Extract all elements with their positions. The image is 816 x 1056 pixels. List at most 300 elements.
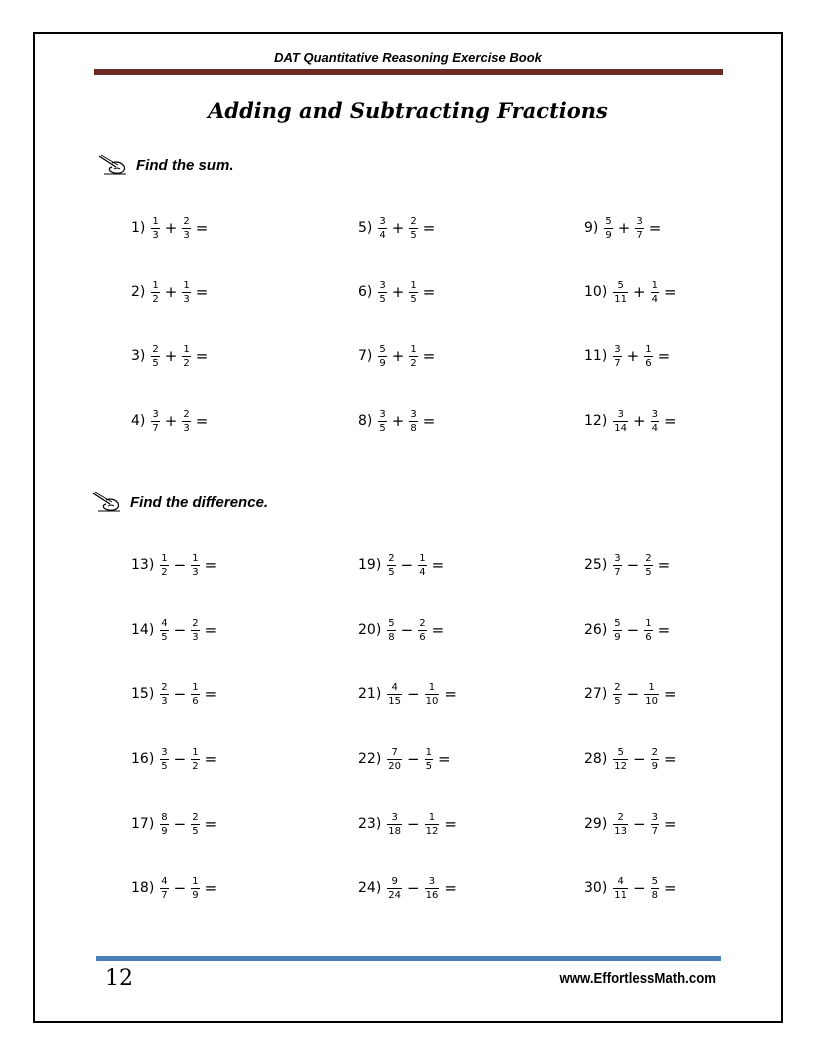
numerator: 3 xyxy=(428,875,436,887)
denominator: 2 xyxy=(183,357,190,369)
operator: − xyxy=(173,879,187,897)
equals-sign: = xyxy=(204,621,218,639)
pencil-hand-icon xyxy=(98,154,128,176)
numerator: 2 xyxy=(183,408,190,420)
denominator: 4 xyxy=(651,422,658,434)
fraction-bar xyxy=(387,630,395,631)
denominator: 6 xyxy=(645,357,652,369)
fraction xyxy=(604,216,612,241)
problem-number: 28) xyxy=(584,751,608,767)
numerator: 3 xyxy=(617,408,624,420)
fraction-bar xyxy=(151,421,159,422)
fraction xyxy=(151,216,159,241)
equals-sign: = xyxy=(422,412,436,430)
denominator: 5 xyxy=(379,422,386,434)
fraction-bar xyxy=(425,888,440,889)
fraction-bar xyxy=(387,565,395,566)
fraction xyxy=(182,409,190,434)
fraction-bar xyxy=(409,421,417,422)
fraction xyxy=(613,747,628,772)
fraction-bar xyxy=(160,630,168,631)
problem-number: 1) xyxy=(131,220,146,236)
denominator: 7 xyxy=(161,889,168,901)
numerator: 3 xyxy=(651,811,658,823)
problem-number: 3) xyxy=(131,348,146,364)
denominator: 7 xyxy=(614,357,621,369)
equals-sign: = xyxy=(663,815,677,833)
fraction xyxy=(644,553,652,578)
fraction xyxy=(151,409,159,434)
problem-item xyxy=(584,868,677,908)
equals-sign: = xyxy=(657,621,671,639)
operator: + xyxy=(164,412,178,430)
equals-sign: = xyxy=(195,347,209,365)
numerator: 3 xyxy=(636,215,643,227)
fraction xyxy=(160,682,168,707)
operator: − xyxy=(407,750,420,768)
denominator: 5 xyxy=(645,566,652,578)
equals-sign: = xyxy=(657,556,671,574)
operator: + xyxy=(164,219,178,237)
fraction-bar xyxy=(378,228,386,229)
numerator: 1 xyxy=(192,552,199,564)
fraction xyxy=(387,553,395,578)
fraction xyxy=(425,812,440,837)
problem-item xyxy=(358,739,451,779)
section-heading-text: Find the sum. xyxy=(136,156,234,174)
fraction xyxy=(613,344,621,369)
fraction-bar xyxy=(191,888,199,889)
numerator: 2 xyxy=(388,552,395,564)
denominator: 8 xyxy=(410,422,417,434)
website-url: www.EffortlessMath.com xyxy=(559,970,716,987)
problem-item xyxy=(131,336,208,376)
problem-item xyxy=(358,208,435,248)
operator: + xyxy=(391,412,405,430)
denominator: 2 xyxy=(192,760,199,772)
operator: − xyxy=(173,685,187,703)
problem-item xyxy=(584,804,677,844)
problem-item xyxy=(584,739,677,779)
operator: − xyxy=(173,556,187,574)
denominator: 7 xyxy=(636,229,643,241)
denominator: 12 xyxy=(425,825,439,837)
numerator: 5 xyxy=(651,875,658,887)
fraction-bar xyxy=(651,888,659,889)
problem-number: 24) xyxy=(358,880,382,896)
fraction-bar xyxy=(387,759,402,760)
operator: − xyxy=(633,879,646,897)
numerator: 1 xyxy=(410,343,417,355)
problem-number: 21) xyxy=(358,686,382,702)
fraction-bar xyxy=(651,824,659,825)
pencil-hand-icon xyxy=(92,491,122,513)
fraction xyxy=(160,812,168,837)
fraction xyxy=(409,409,417,434)
problem-item xyxy=(131,674,217,714)
numerator: 1 xyxy=(428,811,436,823)
operator: − xyxy=(407,685,420,703)
fraction-bar xyxy=(409,356,417,357)
problem-number: 30) xyxy=(584,880,608,896)
problem-number: 6) xyxy=(358,284,373,300)
problem-number: 27) xyxy=(584,686,608,702)
denominator: 9 xyxy=(651,760,658,772)
fraction xyxy=(613,618,621,643)
numerator: 2 xyxy=(651,746,658,758)
fraction xyxy=(191,618,199,643)
fraction-bar xyxy=(160,694,168,695)
problem-number: 16) xyxy=(131,751,155,767)
problem-number: 26) xyxy=(584,622,608,638)
fraction xyxy=(613,876,628,901)
fraction-bar xyxy=(151,292,159,293)
problem-item xyxy=(584,336,670,376)
footer-rule xyxy=(96,956,721,961)
operator: − xyxy=(400,556,414,574)
denominator: 9 xyxy=(161,825,168,837)
problem-number: 23) xyxy=(358,816,382,832)
numerator: 3 xyxy=(379,408,386,420)
numerator: 2 xyxy=(419,617,426,629)
numerator: 3 xyxy=(379,279,386,291)
problem-item xyxy=(131,545,217,585)
denominator: 5 xyxy=(152,357,159,369)
problem-item xyxy=(131,610,217,650)
operator: − xyxy=(173,815,187,833)
operator: − xyxy=(626,556,640,574)
fraction-bar xyxy=(160,888,168,889)
problem-item xyxy=(584,272,677,312)
fraction xyxy=(409,344,417,369)
fraction-bar xyxy=(613,630,621,631)
fraction-bar xyxy=(182,421,190,422)
denominator: 16 xyxy=(425,889,439,901)
fraction xyxy=(651,409,659,434)
denominator: 2 xyxy=(152,293,159,305)
denominator: 5 xyxy=(410,229,417,241)
fraction xyxy=(644,618,652,643)
numerator: 5 xyxy=(388,617,395,629)
problem-item xyxy=(358,804,457,844)
equals-sign: = xyxy=(663,283,677,301)
denominator: 20 xyxy=(388,760,402,772)
fraction-bar xyxy=(418,565,426,566)
section-heading-sum xyxy=(98,154,234,176)
numerator: 1 xyxy=(192,746,199,758)
fraction-bar xyxy=(182,356,190,357)
fraction xyxy=(387,682,402,707)
fraction-bar xyxy=(613,824,628,825)
fraction xyxy=(635,216,643,241)
problem-number: 2) xyxy=(131,284,146,300)
problem-item xyxy=(131,208,208,248)
denominator: 4 xyxy=(379,229,386,241)
numerator: 3 xyxy=(152,408,159,420)
problem-item xyxy=(131,739,217,779)
numerator: 3 xyxy=(614,552,621,564)
fraction-bar xyxy=(387,694,402,695)
numerator: 1 xyxy=(192,875,199,887)
page-title: Adding and Subtracting Fractions xyxy=(208,98,608,123)
numerator: 5 xyxy=(605,215,612,227)
denominator: 2 xyxy=(410,357,417,369)
problem-number: 5) xyxy=(358,220,373,236)
operator: + xyxy=(626,347,640,365)
equals-sign: = xyxy=(195,219,209,237)
fraction-bar xyxy=(613,565,621,566)
numerator: 5 xyxy=(614,617,621,629)
denominator: 11 xyxy=(614,889,628,901)
equals-sign: = xyxy=(431,621,445,639)
equals-sign: = xyxy=(204,750,218,768)
denominator: 5 xyxy=(379,293,386,305)
fraction xyxy=(409,216,417,241)
problem-item xyxy=(584,610,670,650)
fraction-bar xyxy=(409,228,417,229)
fraction xyxy=(644,682,659,707)
fraction xyxy=(613,812,628,837)
fraction xyxy=(613,280,628,305)
fraction xyxy=(191,682,199,707)
equals-sign: = xyxy=(422,347,436,365)
operator: + xyxy=(633,283,646,301)
numerator: 3 xyxy=(410,408,417,420)
fraction-bar xyxy=(378,356,386,357)
equals-sign: = xyxy=(648,219,662,237)
denominator: 18 xyxy=(388,825,402,837)
operator: − xyxy=(626,621,640,639)
operator: − xyxy=(173,750,187,768)
equals-sign: = xyxy=(444,879,457,897)
numerator: 4 xyxy=(391,681,398,693)
fraction xyxy=(613,682,621,707)
denominator: 8 xyxy=(651,889,658,901)
denominator: 2 xyxy=(161,566,168,578)
fraction xyxy=(378,280,386,305)
fraction-bar xyxy=(613,694,621,695)
problem-item xyxy=(131,401,208,441)
problem-number: 15) xyxy=(131,686,155,702)
denominator: 9 xyxy=(605,229,612,241)
equals-sign: = xyxy=(444,685,457,703)
fraction-bar xyxy=(425,694,440,695)
problem-number: 8) xyxy=(358,413,373,429)
fraction-bar xyxy=(425,824,440,825)
fraction xyxy=(151,344,159,369)
denominator: 24 xyxy=(388,889,402,901)
numerator: 1 xyxy=(152,279,159,291)
problem-item xyxy=(358,545,444,585)
operator: − xyxy=(407,815,420,833)
fraction xyxy=(160,618,168,643)
denominator: 15 xyxy=(388,695,402,707)
fraction xyxy=(387,618,395,643)
fraction-bar xyxy=(651,759,659,760)
problem-item xyxy=(358,674,457,714)
problem-item xyxy=(358,610,444,650)
equals-sign: = xyxy=(437,750,451,768)
fraction-bar xyxy=(151,356,159,357)
equals-sign: = xyxy=(431,556,445,574)
problem-item xyxy=(584,401,677,441)
section-heading-difference xyxy=(92,491,268,513)
fraction-bar xyxy=(182,292,190,293)
problem-item xyxy=(358,401,435,441)
numerator: 2 xyxy=(614,681,621,693)
equals-sign: = xyxy=(422,219,436,237)
fraction-bar xyxy=(387,824,402,825)
numerator: 1 xyxy=(648,681,655,693)
problem-number: 19) xyxy=(358,557,382,573)
fraction-bar xyxy=(378,292,386,293)
denominator: 4 xyxy=(651,293,658,305)
numerator: 2 xyxy=(152,343,159,355)
denominator: 7 xyxy=(614,566,621,578)
numerator: 1 xyxy=(192,681,199,693)
denominator: 7 xyxy=(152,422,159,434)
fraction-bar xyxy=(191,759,199,760)
denominator: 7 xyxy=(651,825,658,837)
fraction-bar xyxy=(387,888,402,889)
fraction xyxy=(418,553,426,578)
fraction xyxy=(651,280,659,305)
equals-sign: = xyxy=(204,685,218,703)
problem-number: 22) xyxy=(358,751,382,767)
fraction-bar xyxy=(191,630,199,631)
fraction xyxy=(191,553,199,578)
numerator: 5 xyxy=(617,746,624,758)
numerator: 2 xyxy=(192,617,199,629)
equals-sign: = xyxy=(195,412,209,430)
operator: + xyxy=(617,219,631,237)
numerator: 4 xyxy=(617,875,624,887)
denominator: 3 xyxy=(152,229,159,241)
equals-sign: = xyxy=(195,283,209,301)
denominator: 3 xyxy=(183,229,190,241)
fraction xyxy=(387,876,402,901)
problem-number: 25) xyxy=(584,557,608,573)
numerator: 8 xyxy=(161,811,168,823)
problem-item xyxy=(358,336,435,376)
operator: − xyxy=(633,815,646,833)
numerator: 4 xyxy=(161,875,168,887)
fraction-bar xyxy=(644,356,652,357)
fraction xyxy=(191,876,199,901)
numerator: 1 xyxy=(651,279,658,291)
fraction xyxy=(613,553,621,578)
page-number: 12 xyxy=(105,966,133,991)
fraction xyxy=(191,747,199,772)
fraction xyxy=(182,344,190,369)
fraction-bar xyxy=(651,292,659,293)
fraction-bar xyxy=(191,565,199,566)
denominator: 9 xyxy=(192,889,199,901)
operator: − xyxy=(173,621,187,639)
numerator: 1 xyxy=(152,215,159,227)
numerator: 7 xyxy=(391,746,398,758)
denominator: 13 xyxy=(614,825,628,837)
operator: + xyxy=(164,283,178,301)
fraction-bar xyxy=(151,228,159,229)
numerator: 1 xyxy=(183,279,190,291)
fraction-bar xyxy=(409,292,417,293)
operator: + xyxy=(164,347,178,365)
numerator: 1 xyxy=(419,552,426,564)
numerator: 9 xyxy=(391,875,398,887)
numerator: 1 xyxy=(645,617,652,629)
fraction-bar xyxy=(613,888,628,889)
fraction xyxy=(418,618,426,643)
problem-number: 9) xyxy=(584,220,599,236)
fraction-bar xyxy=(644,630,652,631)
denominator: 5 xyxy=(161,760,168,772)
fraction xyxy=(378,216,386,241)
problem-number: 17) xyxy=(131,816,155,832)
fraction-bar xyxy=(635,228,643,229)
equals-sign: = xyxy=(204,879,218,897)
denominator: 3 xyxy=(183,422,190,434)
fraction-bar xyxy=(613,292,628,293)
equals-sign: = xyxy=(663,879,677,897)
fraction xyxy=(387,812,402,837)
operator: + xyxy=(391,347,405,365)
numerator: 2 xyxy=(161,681,168,693)
operator: + xyxy=(633,412,646,430)
numerator: 3 xyxy=(161,746,168,758)
fraction-bar xyxy=(191,824,199,825)
problem-number: 29) xyxy=(584,816,608,832)
denominator: 10 xyxy=(645,695,658,707)
denominator: 6 xyxy=(645,631,652,643)
problem-number: 18) xyxy=(131,880,155,896)
fraction xyxy=(182,216,190,241)
denominator: 10 xyxy=(425,695,439,707)
problem-number: 12) xyxy=(584,413,608,429)
denominator: 9 xyxy=(614,631,621,643)
fraction xyxy=(425,747,433,772)
equals-sign: = xyxy=(204,815,218,833)
fraction-bar xyxy=(613,421,628,422)
equals-sign: = xyxy=(422,283,436,301)
fraction xyxy=(644,344,652,369)
numerator: 2 xyxy=(617,811,624,823)
operator: − xyxy=(407,879,420,897)
fraction xyxy=(191,812,199,837)
problem-number: 4) xyxy=(131,413,146,429)
numerator: 1 xyxy=(183,343,190,355)
fraction xyxy=(651,876,659,901)
numerator: 1 xyxy=(428,681,436,693)
fraction-bar xyxy=(644,565,652,566)
fraction-bar xyxy=(378,421,386,422)
operator: + xyxy=(391,219,405,237)
problem-item xyxy=(131,272,208,312)
fraction xyxy=(613,409,628,434)
problem-item xyxy=(358,272,435,312)
fraction-bar xyxy=(160,824,168,825)
fraction-bar xyxy=(191,694,199,695)
denominator: 5 xyxy=(192,825,199,837)
numerator: 3 xyxy=(651,408,658,420)
fraction-bar xyxy=(418,630,426,631)
numerator: 5 xyxy=(617,279,624,291)
denominator: 12 xyxy=(614,760,628,772)
equals-sign: = xyxy=(204,556,218,574)
denominator: 5 xyxy=(614,695,621,707)
fraction xyxy=(409,280,417,305)
problem-item xyxy=(358,868,457,908)
